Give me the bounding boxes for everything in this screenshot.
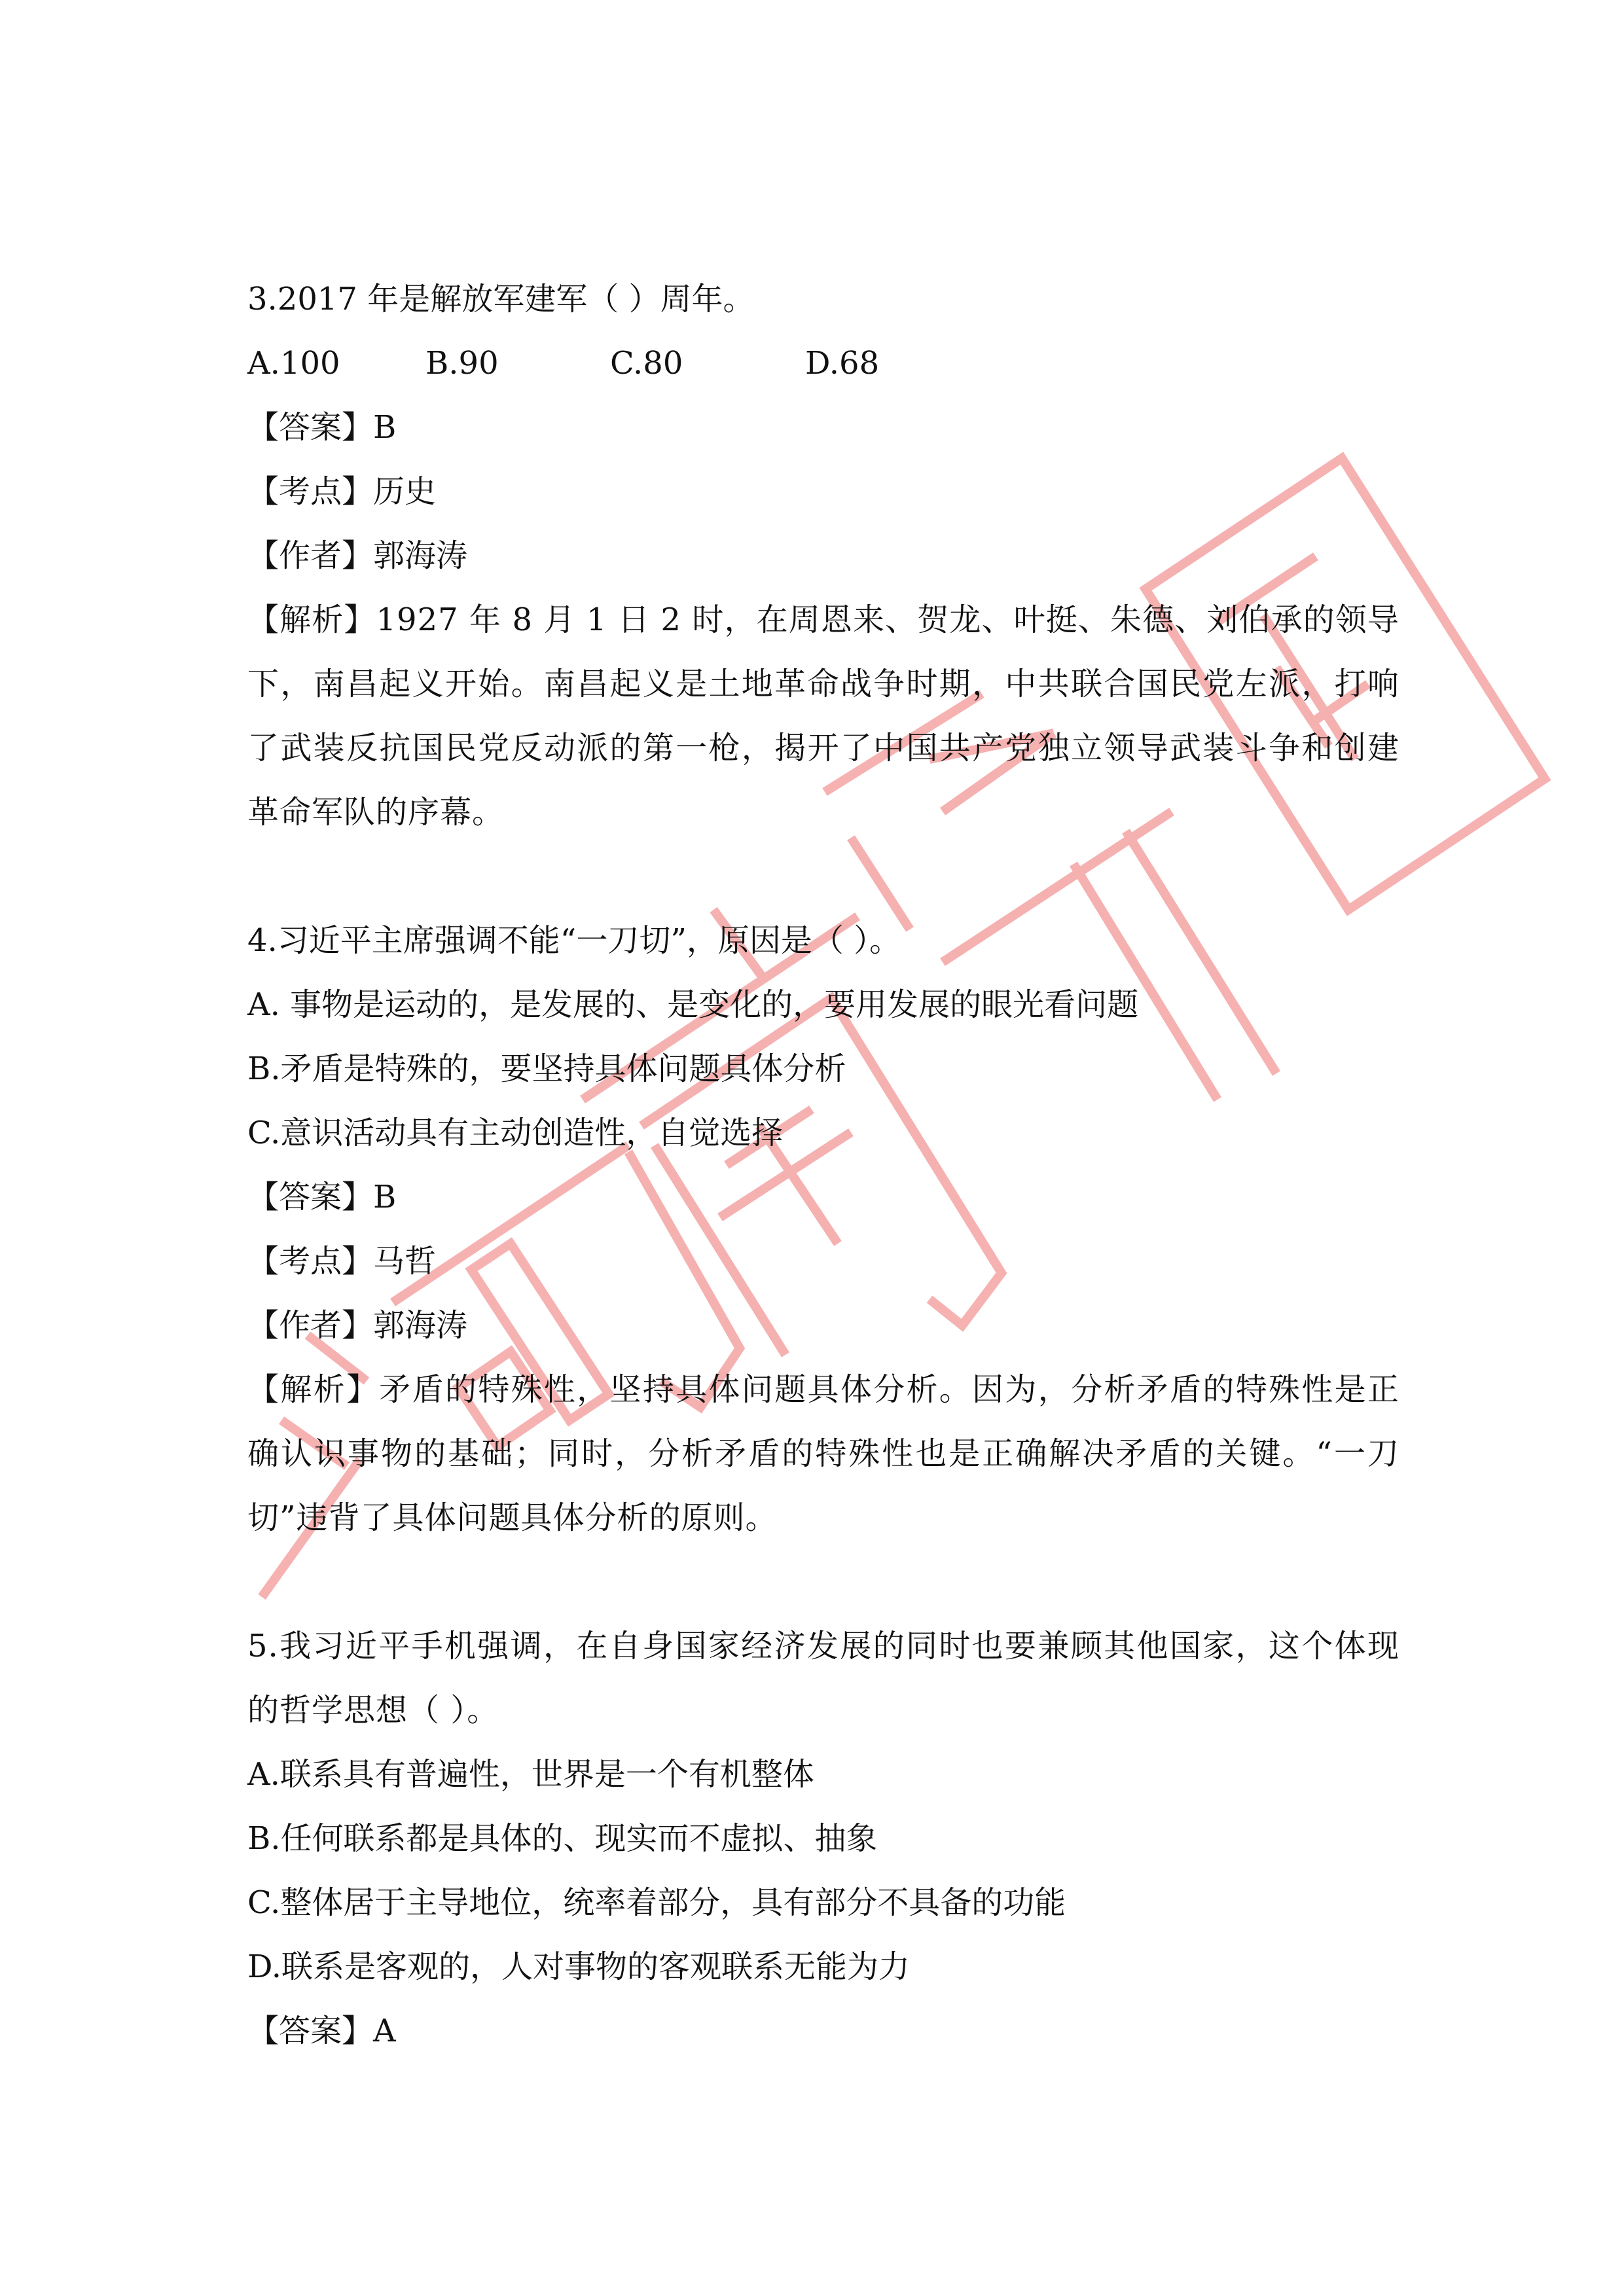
q4-author: 【作者】郭海涛	[247, 1307, 468, 1344]
q4-option-b: B.矛盾是特殊的，要坚持具体问题具体分析	[247, 1050, 846, 1087]
q4-option-a: A. 事物是运动的，是发展的、是变化的，要用发展的眼光看问题	[247, 986, 1139, 1023]
q5-option-b: B.任何联系都是具体的、现实而不虚拟、抽象	[247, 1820, 878, 1857]
q5-answer: 【答案】A	[247, 2013, 396, 2049]
q3-stem: 3.2017 年是解放军建军（ ）周年。	[247, 281, 755, 317]
q3-answer: 【答案】B	[247, 409, 397, 446]
q3-options	[247, 331, 1399, 395]
q3-analysis: 【解析】1927 年 8 月 1 日 2 时，在周恩来、贺龙、叶挺、朱德、刘伯承的领导下，南昌起义开始。南昌起义是土地革命战争时期，中共联合国民党左派，打响了武装反抗国民党反动派的第一枪，揭开了中国共产党独立领导武装斗争和创建革命军队的序幕。	[247, 601, 1399, 831]
q5-option-d: D.联系是客观的，人对事物的客观联系无能为力	[247, 1948, 911, 1985]
q3-option-c: C.80	[610, 345, 683, 382]
question-content	[247, 267, 1399, 2063]
q5-stem: 5.我习近平手机强调，在自身国家经济发展的同时也要兼顾其他国家，这个体现的哲学思想（ ）。	[247, 1628, 1399, 1729]
q5-option-a: A.联系具有普遍性，世界是一个有机整体	[247, 1756, 814, 1793]
q4-answer: 【答案】B	[247, 1179, 397, 1215]
spacer	[247, 844, 1399, 908]
q3-option-d: D.68	[805, 345, 880, 382]
q3-point: 【考点】历史	[247, 473, 437, 510]
q3-option-b: B.90	[425, 345, 499, 382]
q4-stem: 4.习近平主席强调不能“一刀切”，原因是（ ）。	[247, 922, 901, 959]
q4-analysis: 【解析】矛盾的特殊性，坚持具体问题具体分析。因为，分析矛盾的特殊性是正确认识事物的基础；同时，分析矛盾的特殊性也是正确解决矛盾的关键。“一刀切”违背了具体问题具体分析的原则。	[247, 1371, 1399, 1536]
q3-author: 【作者】郭海涛	[247, 537, 468, 574]
q4-point: 【考点】马哲	[247, 1243, 437, 1280]
q4-option-c: C.意识活动具有主动创造性，自觉选择	[247, 1115, 784, 1151]
spacer	[247, 1550, 1399, 1614]
q5-option-c: C.整体居于主导地位，统率着部分，具有部分不具备的功能	[247, 1884, 1066, 1921]
q3-option-a: A.100	[247, 345, 340, 382]
